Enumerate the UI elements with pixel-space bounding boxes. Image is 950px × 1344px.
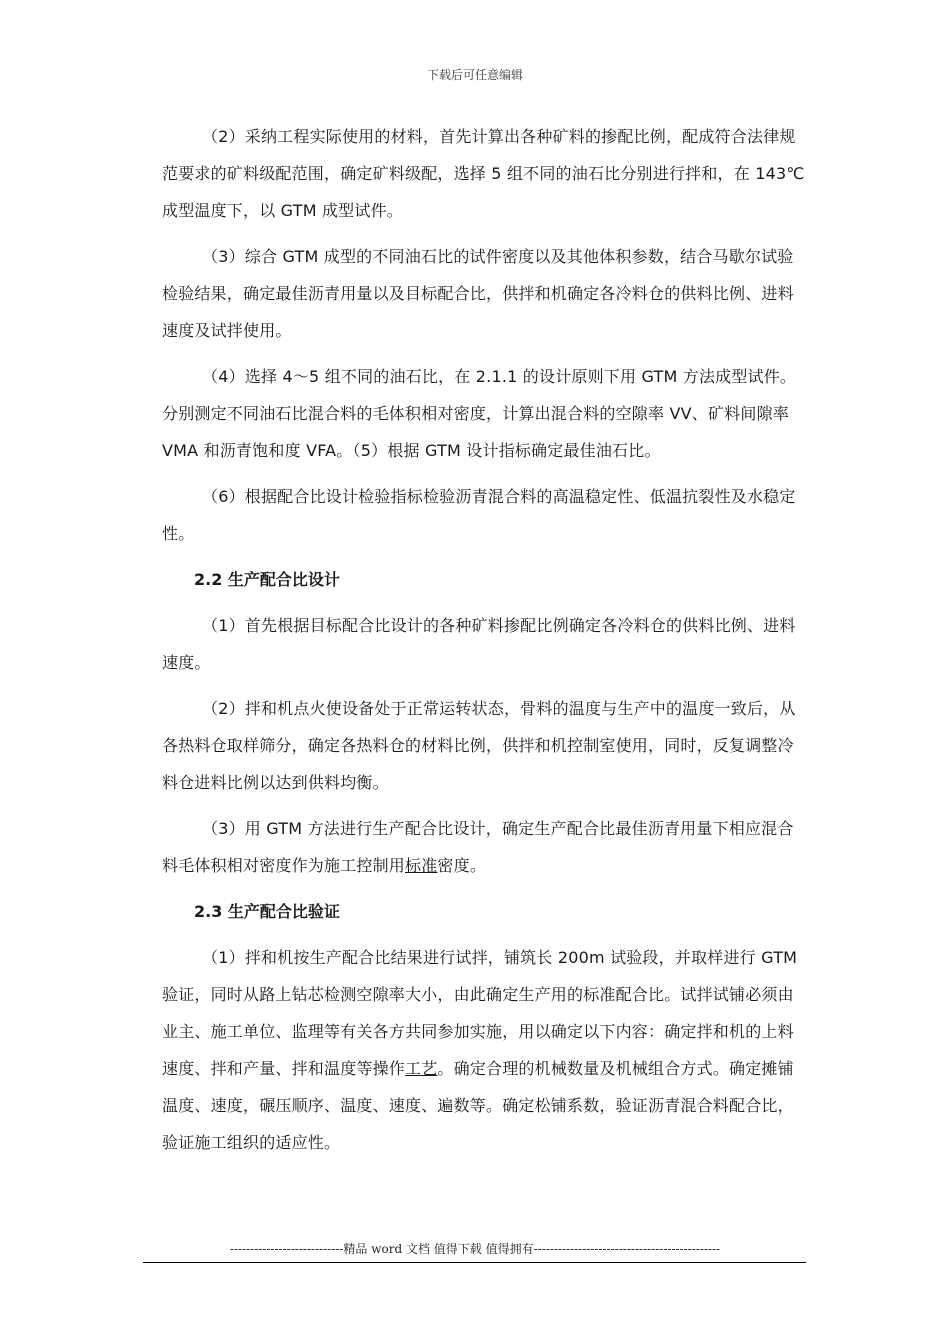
paragraph-step-4: （4）选择 4～5 组不同的油石比，在 2.1.1 的设计原则下用 GTM 方法成型试件。分别测定不同油石比混合料的毛体积相对密度，计算出混合料的空隙率 VV、矿料间隙率 VMA 和沥青饱和度 VFA。（5）根据 GTM 设计指标确定最佳油石比。 [162, 367, 797, 460]
paragraph-step-6: （6）根据配合比设计检验指标检验沥青混合料的高温稳定性、低温抗裂性及水稳定性。 [162, 487, 796, 543]
paragraph-2-2-3-text-b: 密度。 [437, 856, 487, 875]
document-body [162, 118, 808, 1170]
craft-link[interactable]: 工艺 [405, 1059, 438, 1078]
paragraph-2-2-3 [162, 810, 808, 884]
section-heading-2-3: 2.3 生产配合比验证 [194, 902, 340, 921]
page-footer: ----------------------------精品 word 文档 值得下载 值得拥有---------------------------------------------- [229, 1242, 721, 1256]
page-header: 下载后可任意编辑 [426, 68, 523, 82]
paragraph-step-2: （2）采纳工程实际使用的材料，首先计算出各种矿料的掺配比例，配成符合法律规范要求的矿料级配范围，确定矿料级配，选择 5 组不同的油石比分别进行拌和，在 143℃成型温度下，以 GTM 成型试件。 [162, 127, 805, 220]
section-heading-2-2: 2.2 生产配合比设计 [194, 570, 340, 589]
paragraph-2-2-1: （1）首先根据目标配合比设计的各种矿料掺配比例确定各冷料仓的供料比例、进料速度。 [162, 616, 796, 672]
paragraph-2-3-1-text-b: 。确定合理的机械数量及机械组合方式。确定摊铺温度、速度，碾压顺序、温度、速度、遍数等。确定松铺系数，验证沥青混合料配合比，验证施工组织的适应性。 [162, 1059, 794, 1152]
paragraph-2-2-2: （2）拌和机点火使设备处于正常运转状态，骨料的温度与生产中的温度一致后，从各热料仓取样筛分，确定各热料仓的材料比例，供拌和机控制室使用，同时，反复调整冷料仓进料比例以达到供料均衡。 [162, 699, 796, 792]
footer-divider [143, 1262, 806, 1263]
paragraph-2-2-3-text-a: （3）用 GTM 方法进行生产配合比设计，确定生产配合比最佳沥青用量下相应混合料毛体积相对密度作为施工控制用 [162, 819, 794, 875]
paragraph-2-3-1 [162, 939, 808, 1161]
paragraph-step-3: （3）综合 GTM 成型的不同油石比的试件密度以及其他体积参数，结合马歇尔试验检验结果，确定最佳沥青用量以及目标配合比，供拌和机确定各冷料仓的供料比例、进料速度及试拌使用。 [162, 247, 794, 340]
standard-link[interactable]: 标准 [405, 856, 438, 875]
paragraph-2-3-1-text-a: （1）拌和机按生产配合比结果进行试拌，铺筑长 200m 试验段，并取样进行 GTM 验证，同时从路上钻芯检测空隙率大小，由此确定生产用的标准配合比。试拌试铺必须由业主、施工单位、监理等有关各方共同参加实施，用以确定以下内容：确定拌和机的上料速度、拌和产量、拌和温度等操作 [162, 948, 798, 1078]
